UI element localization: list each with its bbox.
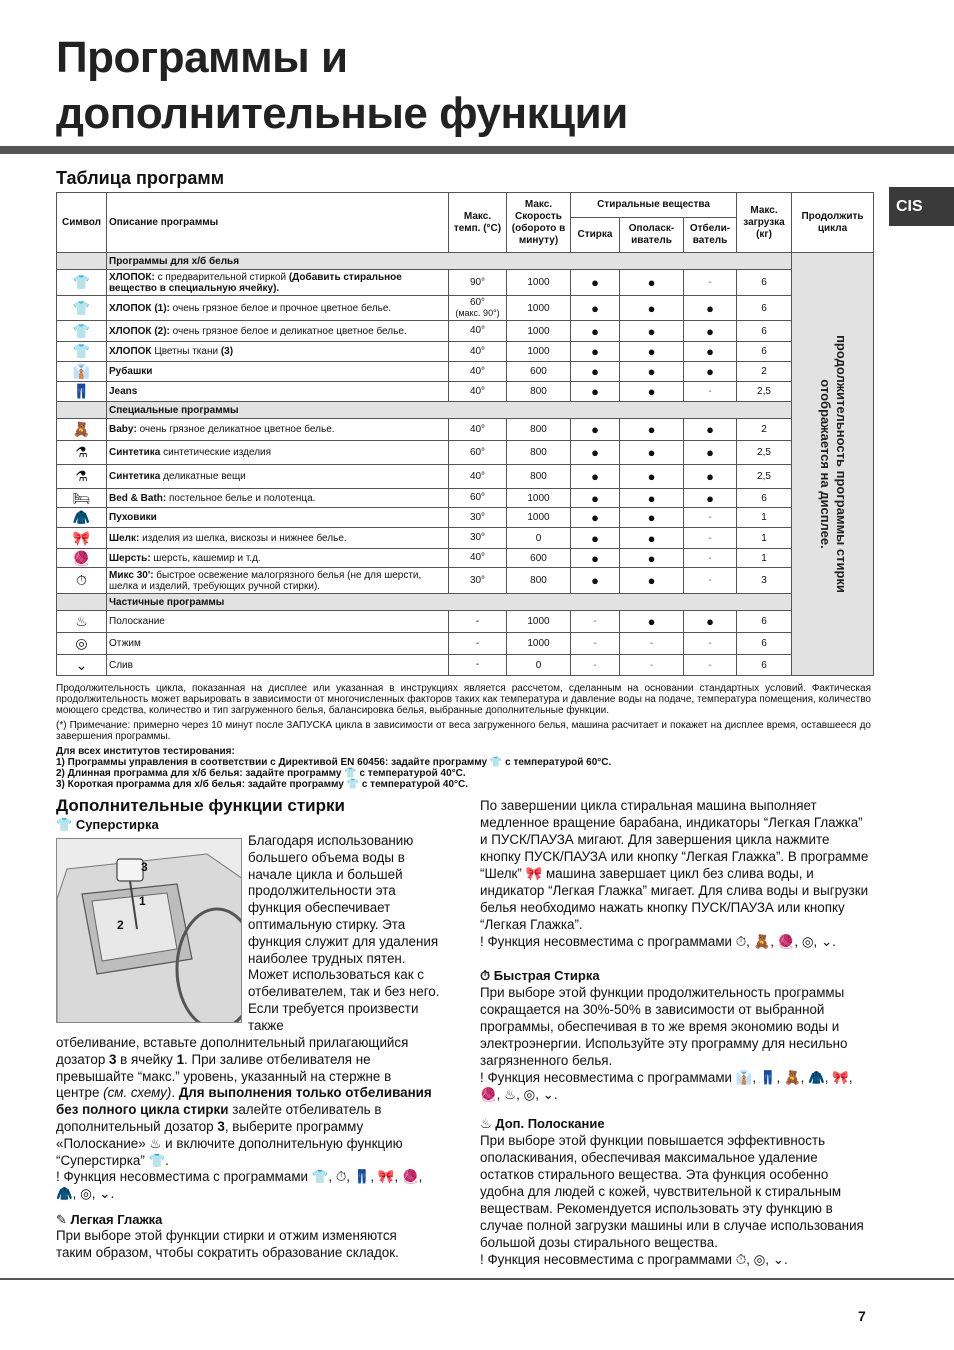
max-speed: 600	[507, 549, 571, 568]
program-name: Шерсть:	[109, 552, 151, 564]
program-text: шерсть, кашемир и т.д.	[150, 552, 261, 564]
wash-detergent: ●	[571, 296, 620, 321]
wash-detergent: ●	[571, 270, 620, 296]
wash-detergent: ●	[571, 508, 620, 528]
max-temp: 30°	[469, 574, 486, 586]
superwash-continued: отбеливание, вставьте дополнительный прилагающийся дозатор 3 в ячейку 1. При заливе отбеливателя не превышайте “макс.” уровень, указанный на стержне в центре (см. схему). Для выполнения только отбеливания без полного цикла стирки залейте отбеливатель в дополнительный дозатор 3, выберите программу «Полоскание» ♨ и включите дополнительную функцию “Суперстирка” 👕. ! Функция несовместима с программами 👕, ⏱, 👖, 🎀, 🧶, 🧥, ◎, ⌄. ✎ Легкая Глажка При выборе этой функции стирки и отжим изменяются таким образом, чтобы сократить образование складок.	[56, 1035, 436, 1262]
group-title: Специальные программы	[107, 402, 792, 419]
table-row	[57, 611, 874, 633]
header-max-speed: Макс. Скорость (оборото в минуту)	[507, 193, 571, 253]
cotton-prewash-icon: 👕	[57, 270, 107, 296]
program-name: Jeans	[109, 386, 138, 397]
max-speed: 800	[507, 382, 571, 402]
table-row	[57, 655, 874, 676]
drain-icon: ⌄	[57, 655, 107, 676]
bleach-detergent: ●	[684, 419, 737, 441]
program-description	[107, 549, 449, 568]
max-temp: 40°	[469, 345, 486, 357]
wool-icon: 🧶	[57, 549, 107, 568]
wash-detergent: -	[571, 611, 620, 633]
page-number: 7	[858, 1308, 866, 1324]
synthetic-icon: ⚗	[57, 441, 107, 465]
header-description: Описание программы	[107, 193, 449, 253]
max-speed: 0	[507, 655, 571, 676]
max-temp-cell	[449, 611, 507, 633]
program-text: с предварительной стиркой	[154, 271, 289, 283]
extra-rinse-incompat: ! Функция несовместима с программами ⏱, ◎, ⌄.	[480, 1252, 788, 1267]
bleach-detergent: ●	[684, 321, 737, 342]
program-description	[107, 382, 449, 402]
max-temp: 40°	[469, 470, 486, 482]
rinse-detergent: ●	[620, 568, 684, 594]
wash-detergent: ●	[571, 465, 620, 489]
table-row	[57, 441, 874, 465]
program-description	[107, 568, 449, 594]
max-temp: 60°	[469, 446, 486, 458]
program-note: (Добавить стиральное вещество в специальную ячейку).	[109, 271, 402, 294]
rinse-icon: ♨	[57, 611, 107, 633]
max-load: 6	[737, 611, 792, 633]
rinse-detergent: -	[620, 633, 684, 655]
table-row	[57, 321, 874, 342]
wash-detergent: ●	[571, 382, 620, 402]
spin-icon: ◎	[57, 633, 107, 655]
table-row	[57, 568, 874, 594]
program-table	[56, 192, 874, 676]
program-name: ХЛОПОК (2):	[109, 325, 170, 337]
header-detergents: Стиральные вещества	[571, 193, 737, 218]
max-load: 2,5	[737, 382, 792, 402]
header-rinse: Ополаск-иватель	[620, 218, 684, 253]
left-column	[56, 796, 432, 833]
max-temp-cell	[449, 296, 507, 321]
program-name: Baby:	[109, 424, 137, 435]
rinse-detergent: ●	[620, 528, 684, 549]
bleach-detergent: -	[684, 382, 737, 402]
superwash-icon: 👕	[56, 817, 73, 832]
max-temp-extra: (макс. 90°)	[455, 308, 500, 318]
max-speed: 800	[507, 441, 571, 465]
max-load: 1	[737, 549, 792, 568]
table-row	[57, 362, 874, 382]
rinse-detergent: ●	[620, 362, 684, 382]
rinse-detergent: ●	[620, 270, 684, 296]
footer-divider	[0, 1278, 954, 1280]
table-row	[57, 342, 874, 362]
max-load: 6	[737, 655, 792, 676]
program-text: очень грязное белое и деликатное цветное белье.	[169, 325, 407, 337]
down-jacket-icon: 🧥	[57, 508, 107, 528]
synthetic-delicate-icon: ⚗	[57, 465, 107, 489]
program-description	[107, 611, 449, 633]
program-name: Шелк:	[109, 532, 140, 544]
max-temp-cell	[449, 270, 507, 296]
program-description	[107, 508, 449, 528]
functions-title: Дополнительные функции стирки	[56, 796, 345, 815]
wash-detergent: ●	[571, 419, 620, 441]
max-load: 1	[737, 508, 792, 528]
quick-wash-title: ⏱ Быстрая Стирка	[480, 968, 600, 983]
header-duration: Продолжить цикла	[792, 193, 874, 253]
easy-iron-continued: По завершении цикла стиральная машина выполняет медленное вращение барабана, индикаторы “Легкая Глажка” и ПУСК/ПАУЗА мигают. Для завершения цикла нажмите кнопку ПУСК/ПАУЗА или кнопку “Легкая Глажка”. В программе “Шелк” 🎀 машина завершает цикл без слива воды, и индикатор “Легкая Глажка” мигает. Для слива воды и выгрузки белья необходимо нажать кнопку ПУСК/ПАУЗА или кнопку “Легкая Глажка”.	[480, 798, 869, 932]
easy-iron-title: ✎ Легкая Глажка	[56, 1211, 163, 1227]
superwash-incompat: ! Функция несовместима с программами 👕, ⏱, 👖, 🎀, 🧶, 🧥, ◎, ⌄.	[56, 1169, 423, 1202]
table-row	[57, 465, 874, 489]
max-temp-cell	[449, 489, 507, 508]
max-load: 6	[737, 489, 792, 508]
wash-detergent: ●	[571, 568, 620, 594]
wash-detergent: -	[571, 655, 620, 676]
program-description	[107, 362, 449, 382]
quick-wash-incompat: ! Функция несовместима с программами 👔, 👖, 🧸, 🧥, 🎀, 🧶, ♨, ◎, ⌄.	[480, 1070, 853, 1102]
easy-iron-incompat: ! Функция несовместима с программами ⏱, 🧸, 🧶, ◎, ⌄.	[480, 934, 836, 949]
bleach-detergent: -	[684, 528, 737, 549]
program-name: Синтетика	[109, 471, 161, 482]
group-row	[57, 594, 874, 611]
rinse-detergent: ●	[620, 441, 684, 465]
wash-detergent: ●	[571, 528, 620, 549]
wash-detergent: ●	[571, 441, 620, 465]
program-description	[107, 655, 449, 676]
group-symbol-cell	[57, 402, 107, 419]
program-note: (3)	[220, 346, 234, 357]
max-load: 1	[737, 528, 792, 549]
max-temp-cell	[449, 549, 507, 568]
group-symbol-cell	[57, 253, 107, 270]
program-description	[107, 342, 449, 362]
wash-detergent: ●	[571, 549, 620, 568]
cotton-icon: 👕	[57, 296, 107, 321]
language-tab: CIS	[889, 187, 954, 226]
right-column	[480, 797, 872, 1268]
program-description	[107, 465, 449, 489]
header-max-load: Макс. загрузка (кг)	[737, 193, 792, 253]
rinse-detergent: ●	[620, 549, 684, 568]
duration-cell	[792, 253, 874, 676]
header-symbol: Символ	[57, 193, 107, 253]
max-load: 6	[737, 296, 792, 321]
max-temp-cell	[449, 528, 507, 549]
jeans-icon: 👖	[57, 382, 107, 402]
program-text: синтетические изделия	[160, 447, 272, 458]
header-bleach: Отбели-ватель	[684, 218, 737, 253]
wash-detergent: ●	[571, 362, 620, 382]
extra-rinse-text: При выборе этой функции повышается эффективность ополаскивания, обеспечивая максимальное удаление остатков стирального вещества. Эта функция особенно удобна для людей с кожей, чувствительной к стиральным веществам. Рекомендуется использовать эту функцию в случае полной загрузки машины или в случае использования большой дозы стирального вещества.	[480, 1133, 864, 1250]
max-speed: 600	[507, 362, 571, 382]
max-load: 3	[737, 568, 792, 594]
quick-wash-text: При выборе этой функции продолжительность программы сокращается на 30%-50% в зависимости от выбранной программы, обеспечивая в то же время экономию воды и электроэнергии. Используйте эту программу для несильно загрязненного белья.	[480, 985, 848, 1068]
shirts-icon: 👔	[57, 362, 107, 382]
max-load: 2,5	[737, 441, 792, 465]
bleach-detergent: -	[684, 270, 737, 296]
max-load: 6	[737, 633, 792, 655]
group-row	[57, 253, 874, 270]
max-speed: 1000	[507, 633, 571, 655]
program-name: ХЛОПОК:	[109, 271, 155, 283]
note-testing-3: 3) Короткая программа для х/б белья: задайте программу 👕 с температурой 40°С.	[56, 779, 469, 790]
dispenser-figure	[56, 838, 242, 1023]
max-speed: 1000	[507, 321, 571, 342]
max-speed: 800	[507, 465, 571, 489]
baby-icon: 🧸	[57, 419, 107, 441]
table-title: Таблица программ	[56, 168, 225, 188]
max-temp-cell	[449, 508, 507, 528]
group-title: Частичные программы	[107, 594, 792, 611]
program-text: очень грязное белое и прочное цветное белье.	[169, 302, 392, 314]
table-notes	[56, 683, 871, 790]
program-description	[107, 441, 449, 465]
max-speed: 1000	[507, 270, 571, 296]
note-duration: Продолжительность цикла, показанная на дисплее или указанная в инструкциях является рассчетом, сделанным на основании стандартных условий. Фактическая продолжительность может варьировать в зависимости от многочисленных факторов таких как температура и давление воды на подаче, температура помещения, количество моющего средства, количество и тип загруженного белья, балансировка белья, выбранные дополнительные функции.	[56, 683, 871, 716]
program-description	[107, 419, 449, 441]
superwash-intro: Благодаря использованию большего объема воды в начале цикла и большей продолжительности эта функция обеспечивает оптимальную стирку. Эта функция служит для удаления наиболее трудных пятен. Может использоваться как с отбеливателем, так и без него. Если требуется произвести также	[248, 833, 440, 1033]
rinse-detergent: ●	[620, 419, 684, 441]
note-testing-title: Для всех институтов тестирования:	[56, 746, 235, 757]
program-name: Рубашки	[109, 366, 153, 377]
group-symbol-cell	[57, 594, 107, 611]
bleach-detergent: ●	[684, 362, 737, 382]
max-temp: 30°	[469, 532, 486, 543]
group-title: Программы для х/б белья	[107, 253, 792, 270]
wash-detergent: ●	[571, 342, 620, 362]
page-title: Программы и дополнительные функции	[56, 33, 628, 138]
table-row	[57, 549, 874, 568]
bleach-detergent: ●	[684, 489, 737, 508]
header-wash: Стирка	[571, 218, 620, 253]
bleach-detergent: ●	[684, 441, 737, 465]
table-row	[57, 528, 874, 549]
program-description	[107, 633, 449, 655]
silk-icon: 🎀	[57, 528, 107, 549]
max-temp-cell	[449, 441, 507, 465]
rinse-detergent: ●	[620, 296, 684, 321]
bleach-detergent: -	[684, 549, 737, 568]
program-text: Слив	[109, 659, 133, 671]
program-text: очень грязное деликатное цветное белье.	[136, 424, 335, 435]
program-description	[107, 321, 449, 342]
bed-bath-icon: 🛏	[57, 489, 107, 508]
mix-30-icon: ⏱	[57, 568, 107, 594]
max-load: 2	[737, 362, 792, 382]
bleach-detergent: ●	[684, 611, 737, 633]
bleach-detergent: ●	[684, 342, 737, 362]
max-temp-cell	[449, 342, 507, 362]
program-text: изделия из шелка, вискозы и нижнее белье.	[139, 532, 347, 544]
wash-detergent: -	[571, 633, 620, 655]
max-speed: 1000	[507, 508, 571, 528]
program-description	[107, 270, 449, 296]
rinse-detergent: ●	[620, 321, 684, 342]
max-temp: 60°	[469, 297, 486, 308]
max-temp-cell	[449, 633, 507, 655]
max-temp-cell	[449, 419, 507, 441]
max-temp: 40°	[469, 423, 486, 435]
dispenser-drawing-icon	[57, 839, 242, 1023]
max-speed: 1000	[507, 611, 571, 633]
program-name: Пуховики	[109, 512, 157, 523]
bleach-detergent: -	[684, 568, 737, 594]
max-temp: -	[475, 637, 480, 649]
max-temp: 90°	[469, 276, 486, 288]
table-row	[57, 489, 874, 508]
group-row	[57, 402, 874, 419]
program-name: ХЛОПОК (1):	[109, 302, 170, 314]
rinse-detergent: ●	[620, 611, 684, 633]
program-description	[107, 296, 449, 321]
program-name: Bed & Bath:	[109, 492, 167, 504]
max-temp-cell	[449, 655, 507, 676]
figure-label-1: 1	[139, 894, 146, 908]
program-text: постельное белье и полотенца.	[166, 492, 316, 504]
bleach-detergent: ●	[684, 296, 737, 321]
max-temp: 40°	[469, 385, 486, 397]
program-description	[107, 528, 449, 549]
easy-iron-text: При выборе этой функции стирки и отжим изменяются таким образом, чтобы сократить образование складок.	[56, 1227, 399, 1260]
superwash-title: 👕 Суперстирка	[56, 817, 159, 832]
max-speed: 1000	[507, 489, 571, 508]
program-name: Микс 30':	[109, 569, 154, 581]
wash-detergent: ●	[571, 321, 620, 342]
max-temp: 60°	[469, 492, 486, 503]
max-temp: 40°	[469, 365, 486, 377]
max-temp: -	[475, 615, 480, 627]
max-load: 6	[737, 321, 792, 342]
wash-detergent: ●	[571, 489, 620, 508]
max-temp: 40°	[469, 325, 486, 336]
max-temp-cell	[449, 465, 507, 489]
figure-label-2: 2	[117, 918, 124, 932]
max-speed: 1000	[507, 296, 571, 321]
title-divider	[0, 146, 954, 154]
max-temp-cell	[449, 382, 507, 402]
max-temp-cell	[449, 321, 507, 342]
max-temp: -	[475, 659, 480, 670]
cotton-icon: 👕	[57, 321, 107, 342]
max-speed: 800	[507, 419, 571, 441]
bleach-detergent: -	[684, 508, 737, 528]
extra-rinse-icon: ♨	[480, 1116, 492, 1131]
bleach-detergent: -	[684, 655, 737, 676]
rinse-detergent: -	[620, 655, 684, 676]
program-name: Синтетика	[109, 447, 161, 458]
program-text: Полоскание	[109, 616, 165, 627]
duration-note: продолжительность программы стирки отображается на дисплее.	[817, 335, 849, 593]
table-row	[57, 270, 874, 296]
note-remaining-time: (*) Примечание: примерно через 10 минут после ЗАПУСКА цикла в зависимости от веса загруженного белья, машина расчитает и покажет на дисплее время, оставшееся до завершения программы.	[56, 720, 871, 742]
table-row	[57, 296, 874, 321]
max-temp: 30°	[469, 511, 486, 523]
table-row	[57, 508, 874, 528]
rinse-detergent: ●	[620, 508, 684, 528]
table-row	[57, 633, 874, 655]
max-load: 6	[737, 270, 792, 296]
program-text: Отжим	[109, 638, 141, 649]
note-testing-2: 2) Длинная программа для х/б белья: задайте программу 👕 с температурой 40°С.	[56, 768, 466, 779]
cotton-icon: 👕	[57, 342, 107, 362]
bleach-detergent: -	[684, 633, 737, 655]
program-text: деликатные вещи	[160, 471, 246, 482]
rinse-detergent: ●	[620, 342, 684, 362]
program-text: быстрое освежение малогрязного белья (не для шерсти, шелка и изделий, требующих ручной стирки).	[109, 569, 422, 592]
max-speed: 1000	[507, 342, 571, 362]
extra-rinse-title: ♨ Доп. Полоскание	[480, 1116, 605, 1131]
max-load: 2	[737, 419, 792, 441]
rinse-detergent: ●	[620, 465, 684, 489]
easy-iron-icon: ✎	[56, 1211, 67, 1227]
max-load: 2,5	[737, 465, 792, 489]
max-temp-cell	[449, 362, 507, 382]
max-speed: 800	[507, 568, 571, 594]
figure-label-3: 3	[141, 860, 148, 874]
note-testing-1: 1) Программы управления в соответствии с Директивой EN 60456: задайте программу 👕 с температурой 60°С.	[56, 757, 612, 768]
max-load: 6	[737, 342, 792, 362]
quick-wash-icon: ⏱	[480, 968, 491, 983]
header-max-temp: Макс. темп. (°С)	[449, 193, 507, 253]
program-description	[107, 489, 449, 508]
rinse-detergent: ●	[620, 382, 684, 402]
table-row	[57, 382, 874, 402]
program-text: Цветны ткани	[151, 346, 221, 357]
rinse-detergent: ●	[620, 489, 684, 508]
program-name: ХЛОПОК	[109, 346, 152, 357]
max-temp-cell	[449, 568, 507, 594]
max-temp: 40°	[469, 552, 486, 563]
max-speed: 0	[507, 528, 571, 549]
table-row	[57, 419, 874, 441]
bleach-detergent: ●	[684, 465, 737, 489]
